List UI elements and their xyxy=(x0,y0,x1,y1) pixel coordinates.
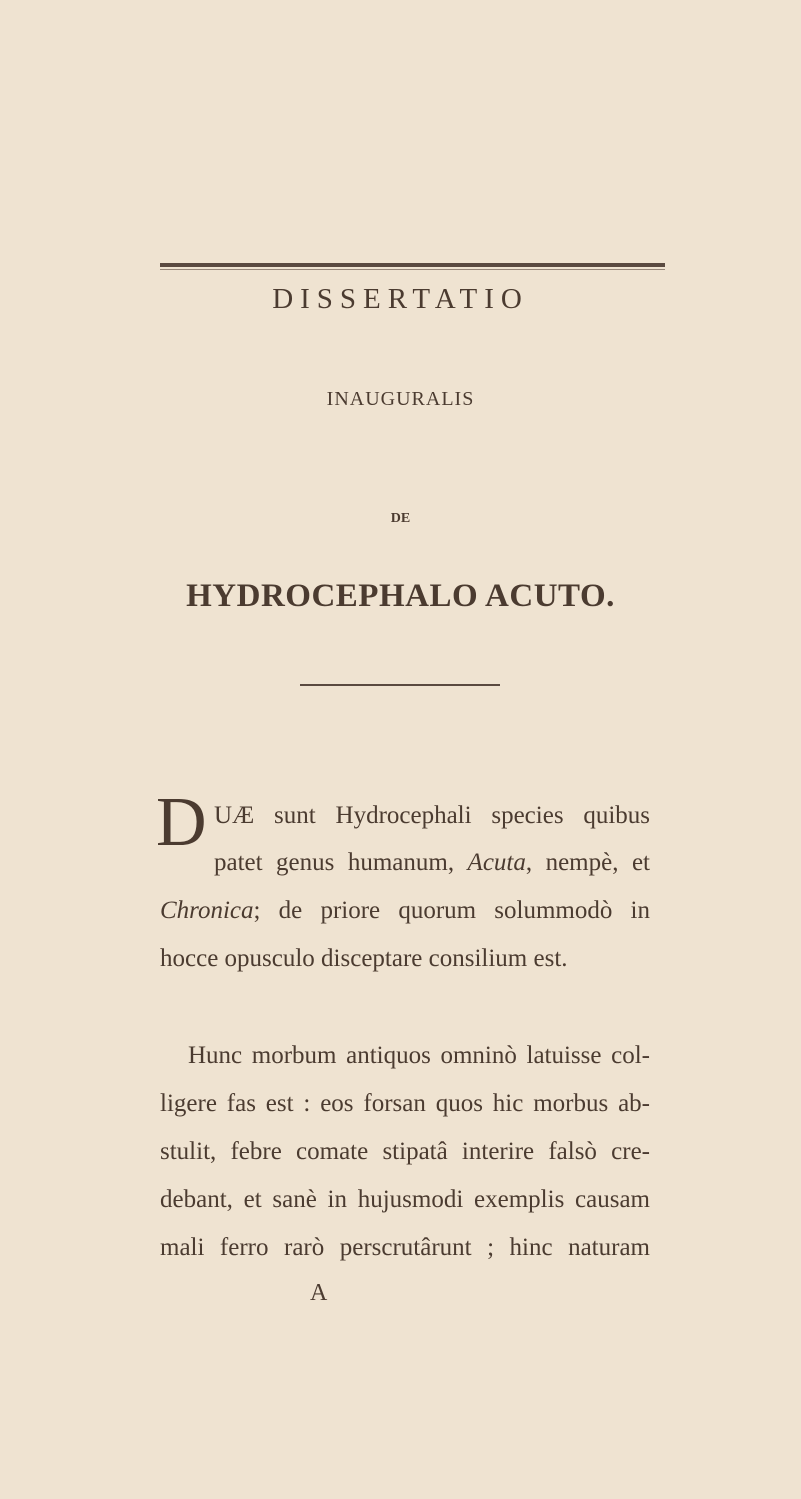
text-line: mali ferro rarò perscrutârunt ; hinc naturam xyxy=(160,1234,650,1261)
text-line: debant, et sanè in hujusmodi exemplis causam xyxy=(160,1186,650,1213)
drop-cap: D xyxy=(156,784,207,861)
text-line: Chronica; de priore quorum solummodò in xyxy=(160,897,650,924)
preposition: DE xyxy=(390,511,411,526)
section-divider xyxy=(300,684,500,686)
signature-mark: A xyxy=(310,1280,328,1306)
title: DISSERTATIO xyxy=(272,283,529,315)
text-line: patet genus humanum, Acuta, nempè, et xyxy=(214,849,650,876)
top-ornamental-rule xyxy=(160,263,665,267)
text-line: stulit, febre comate stipatâ interire falsò cre- xyxy=(160,1138,650,1165)
subtitle: INAUGURALIS xyxy=(326,388,475,410)
text-line: hocce opusculo disceptare consilium est. xyxy=(160,945,568,972)
text-line: Hunc morbum antiquos omninò latuisse col- xyxy=(188,1042,650,1069)
subject-heading: HYDROCEPHALO ACUTO. xyxy=(186,578,615,614)
top-rule-thin xyxy=(160,269,665,270)
text-line: UÆ sunt Hydrocephali species quibus xyxy=(214,802,650,829)
text-line: ligere fas est : eos forsan quos hic morbus ab- xyxy=(160,1090,650,1117)
